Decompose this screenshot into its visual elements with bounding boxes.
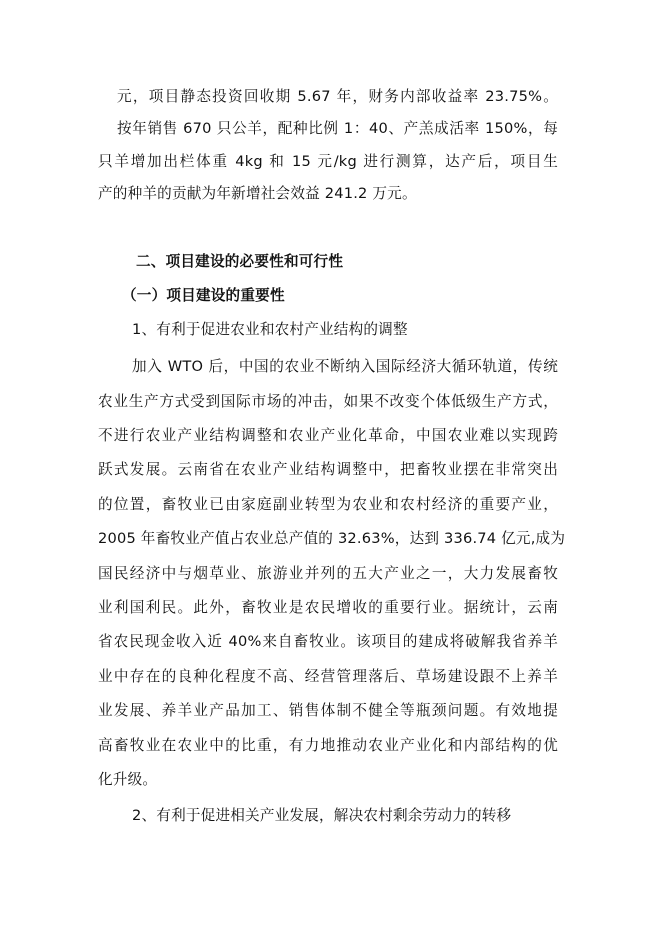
para-line-8: 业利国利民。此外，畜牧业是农民增收的重要行业。据统计，云南 — [98, 599, 558, 616]
para-line-12: 高畜牧业在农业中的比重，有力地推动农业产业化和内部结构的优 — [98, 737, 558, 754]
para-line-4: 跃式发展。云南省在农业产业结构调整中，把畜牧业摆在非常突出 — [98, 461, 558, 478]
intro-line-2: 按年销售 670 只公羊，配种比例 1：40、产羔成活率 150%，每 — [117, 120, 558, 137]
para-line-10: 业中存在的良种化程度不高、经营管理落后、草场建设跟不上养羊 — [98, 668, 558, 685]
para-line-3: 不进行农业产业结构调整和农业产业化革命，中国农业难以实现跨 — [98, 427, 558, 444]
para-line-5: 的位置，畜牧业已由家庭副业转型为农业和农村经济的重要产业， — [98, 496, 558, 513]
para-line-7: 国民经济中与烟草业、旅游业并列的五大产业之一，大力发展畜牧 — [98, 565, 558, 582]
para-line-13: 化升级。 — [98, 771, 158, 788]
para-line-11: 业发展、养羊业产品加工、销售体制不健全等瓶颈问题。有效地提 — [98, 702, 558, 719]
para-line-6: 2005 年畜牧业产值占农业总产值的 32.63%，达到 336.74 亿元,成为 — [98, 530, 566, 547]
para-line-9: 省农民现金收入近 40%来自畜牧业。该项目的建成将破解我省养羊 — [98, 633, 558, 650]
intro-line-1: 元，项目静态投资回收期 5.67 年，财务内部收益率 23.75%。 — [117, 88, 558, 105]
para-line-2: 农业生产方式受到国际市场的冲击，如果不改变个体低级生产方式， — [98, 393, 558, 410]
intro-line-3: 只羊增加出栏体重 4kg 和 15 元/kg 进行测算，达产后，项目生 — [98, 153, 558, 170]
section-heading: 二、项目建设的必要性和可行性 — [136, 253, 344, 270]
intro-line-4: 产的种羊的贡献为年新增社会效益 241.2 万元。 — [98, 185, 417, 202]
para-line-1: 加入 WTO 后，中国的农业不断纳入国际经济大循环轨道，传统 — [132, 358, 558, 375]
item2-heading: 2、有利于促进相关产业发展，解决农村剩余劳动力的转移 — [132, 807, 512, 824]
subsection-heading: （一）项目建设的重要性 — [122, 287, 285, 304]
item1-heading: 1、有利于促进农业和农村产业结构的调整 — [132, 321, 408, 338]
